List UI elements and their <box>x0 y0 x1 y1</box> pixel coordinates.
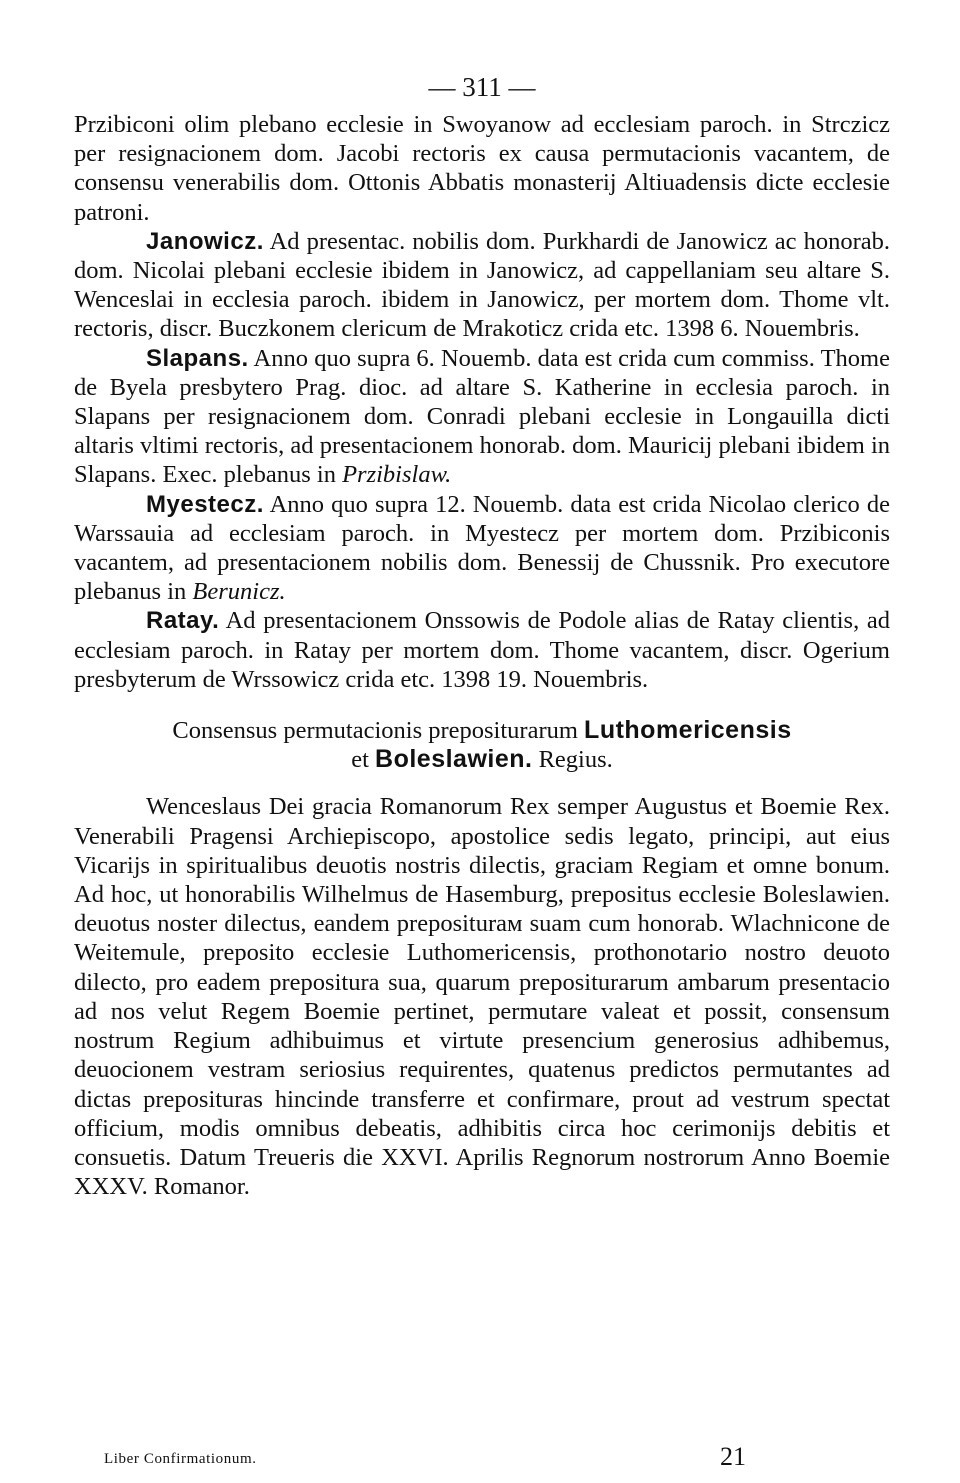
text-block <box>74 110 890 1201</box>
entry-janowicz <box>74 227 890 344</box>
place-name: Ratay. <box>146 607 220 635</box>
footer-signature-number: 21 <box>720 1442 746 1471</box>
entry-italic-tail: Przibislaw. <box>342 461 452 489</box>
page-footer <box>104 1438 746 1472</box>
entry-italic-tail: Berunicz. <box>192 578 286 606</box>
section-heading <box>74 716 890 774</box>
heading-place-boleslawien: Boleslawien. <box>375 745 533 774</box>
entry-myestecz <box>74 490 890 607</box>
heading-prefix: Consensus permutacionis prepositurarum <box>172 717 585 745</box>
paragraph-przibiconi <box>74 110 890 227</box>
entry-text: Ad presentacionem Onssowis de Podole alias de Ratay clientis, ad ecclesiam paroch. in Ratay per mortem dom. Thome vacantem, discr. Ogerium presbyterum de Wrssowicz crida etc. 1398 19. Nouembris. <box>74 607 890 693</box>
page-body <box>74 70 890 1201</box>
page-number: — 311 — <box>428 72 536 102</box>
heading-line <box>172 717 791 744</box>
place-name: Myestecz. <box>146 490 264 518</box>
entry-slapans <box>74 344 890 490</box>
heading-mid: et <box>351 746 376 774</box>
entry-ratay <box>74 606 890 694</box>
place-name: Slapans. <box>146 344 249 372</box>
footer-book-title: Liber Confirmationum. <box>104 1451 257 1467</box>
paragraph-text: Przibiconi olim plebano ecclesie in Swoyanow ad ecclesiam paroch. in Strczicz per resignacionem dom. Jacobi rectoris ex causa permutacionis vacantem, de consensu venerabilis dom. Ottonis Abbatis monasterij Altiuadensis dicte ecclesie patroni. <box>74 111 890 226</box>
heading-line <box>351 746 613 773</box>
heading-place-luthomericensis: Luthomericensis <box>584 716 792 745</box>
entry-text: Ad presentac. nobilis dom. Purkhardi de Janowicz ac honorab. dom. Nicolai plebani ecclesie ibidem in Janowicz, ad cappellaniam seu altare S. Wenceslai in ecclesia paroch. ibidem in Janowicz, per mortem dom. Thome vlt. rectoris, discr. Buczkonem clericum de Mrakoticz crida etc. 1398 6. Nouembris. <box>74 227 890 343</box>
charter-text <box>74 792 890 1201</box>
heading-suffix: Regius. <box>532 746 613 774</box>
place-name: Janowicz. <box>146 227 264 255</box>
entry-text: Anno quo supra 12. Nouemb. data est crida Nicolao clerico de Warssauia ad ecclesiam paroch. in Myestecz per mortem dom. Przibiconis vacantem, ad presentacionem nobilis dom. Benessij de Chussnik. Pro executore plebanus in <box>74 490 890 606</box>
entry-text: Anno quo supra 6. Nouemb. data est crida cum commiss. Thome de Byela presbytero Prag. dioc. ad altare S. Katherine in ecclesia paroch. in Slapans per resignacionem dom. Conradi plebani ecclesie in Longauilla dicti altaris vltimi rectoris, ad presentacionem honorab. dom. Mauricij plebani ibidem in Slapans. Exec. plebanus in <box>74 344 890 489</box>
charter-body: Wenceslaus Dei gracia Romanorum Rex semper Augustus et Boemie Rex. Venerabili Pragensi Archiepiscopo, apostolice sedis legato, principi, aut eius Vicarijs in spiritualibus deuotis nostris dilectis, graciam Regiam et omne bonum. Ad hoc, ut honorabilis Wilhelmus de Hasemburg, prepositus ecclesie Boleslawien. deuotus noster dilectus, eandem prepositurам suam cum honorab. Wlachnicone de Weitemule, preposito ecclesie Luthomericensis, prothonotario nostro deuoto dilecto, pro eadem prepositura sua, quarum prepositurarum ambarum presentacio ad nos velut Regem Boemie pertinet, permutare valeat et possit, consensum nostrum Regium adhibuimus et virtute presencium generosius adhibemus, deuocionem vestram seriosius requirentes, quatenus predictos permutantes ad dictas preposituras hincinde transferre et confirmare, prout ad vestrum spectat officium, modis omnibus debeatis, adhibitis circa hoc cerimonijs debitis et consuetis. Datum Treueris die XXVI. Aprilis Regnorum nostrorum Anno Boemie XXXV. Romanor. <box>74 793 890 1201</box>
